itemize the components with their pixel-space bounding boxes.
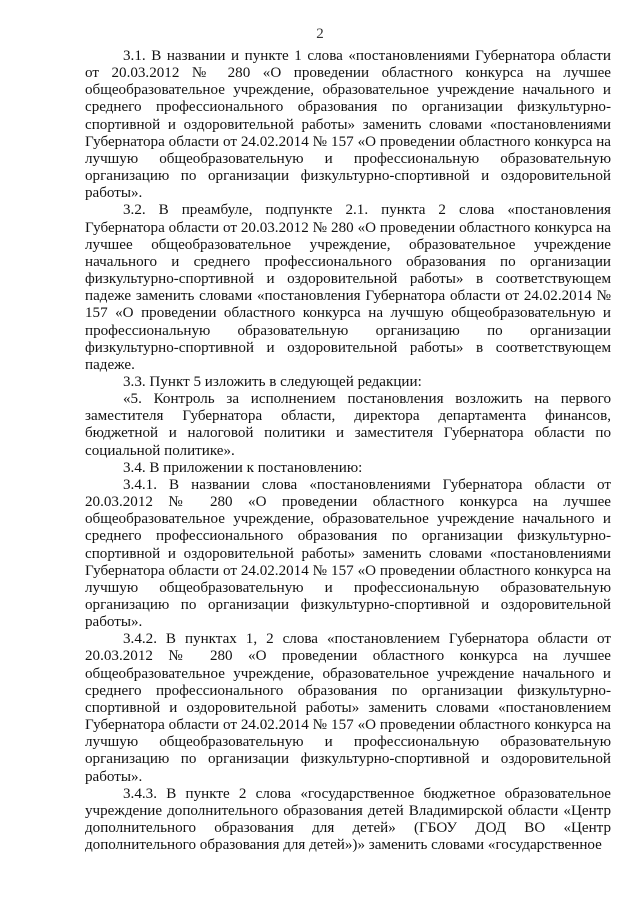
paragraph-3-2: 3.2. В преамбуле, подпункте 2.1. пункта 2 слова «постановления Губернатора области от 20.03.2012 № 280 «О проведении областного конкурса на лучшее общеобразовательное учреждение, образовательное учреждение начального и среднего профессионального образования по организации физкультурно-спортивной и оздоровительной работы» в соответствующем падеже заменить словами «постановления Губернатора области от 24.02.2014 № 157 «О проведении областного конкурса на лучшую общеобразовательную и профессиональную образовательную организацию по организации физкультурно-спортивной и оздоровительной работы» в соответствующем падеже.: [85, 202, 611, 373]
paragraph-3-4: 3.4. В приложении к постановлению:: [123, 459, 363, 476]
paragraph-3-4-1: 3.4.1. В названии слова «постановлениями Губернатора области от 20.03.2012 № 280 «О проведении областного конкурса на лучшее общеобразовательное учреждение, образовательное учреждение начального и среднего профессионального образования по организации физкультурно-спортивной и оздоровительной работы» заменить словами «постановлениями Губернатора области от 24.02.2014 № 157 «О проведении областного конкурса на лучшую общеобразовательную и профессиональную образовательную организацию по организации физкультурно-спортивной и оздоровительной работы».: [85, 476, 611, 631]
paragraph-3-3-text: «5. Контроль за исполнением постановления возложить на первого заместителя Губернатора области, директора департамента финансов, бюджетной и налоговой политики и заместителя Губернатора области по социальной политике».: [85, 391, 611, 459]
paragraph-3-1: 3.1. В названии и пункте 1 слова «постановлениями Губернатора области от 20.03.2012 № 280 «О проведении областного конкурса на лучшее общеобразовательное учреждение, образовательное учреждение начального и среднего профессионального образования по организации физкультурно-спортивной и оздоровительной работы» заменить словами «постановлениями Губернатора области от 24.02.2014 № 157 «О проведении областного конкурса на лучшую общеобразовательную и профессиональную образовательную организацию по организации физкультурно-спортивной и оздоровительной работы».: [85, 48, 611, 202]
paragraph-3-3: 3.3. Пункт 5 изложить в следующей редакции:: [123, 373, 422, 390]
page-number: 2: [316, 26, 324, 42]
paragraph-3-4-2: 3.4.2. В пунктах 1, 2 слова «постановлением Губернатора области от 20.03.2012 № 280 «О проведении областного конкурса на лучшее общеобразовательное учреждение, образовательное учреждение начального и среднего профессионального образования по организации физкультурно-спортивной и оздоровительной работы» заменить словами «постановлением Губернатора области от 24.02.2014 № 157 «О проведении областного конкурса на лучшую общеобразовательную и профессиональную образовательную организацию по организации физкультурно-спортивной и оздоровительной работы».: [85, 631, 611, 785]
paragraph-3-4-3: 3.4.3. В пункте 2 слова «государственное бюджетное образовательное учреждение дополнительного образования детей Владимирской области «Центр дополнительного образования для детей» (ГБОУ ДОД ВО «Центр дополнительного образования для детей»)» заменить словами «государственное: [85, 785, 611, 854]
document-body: [85, 48, 611, 854]
